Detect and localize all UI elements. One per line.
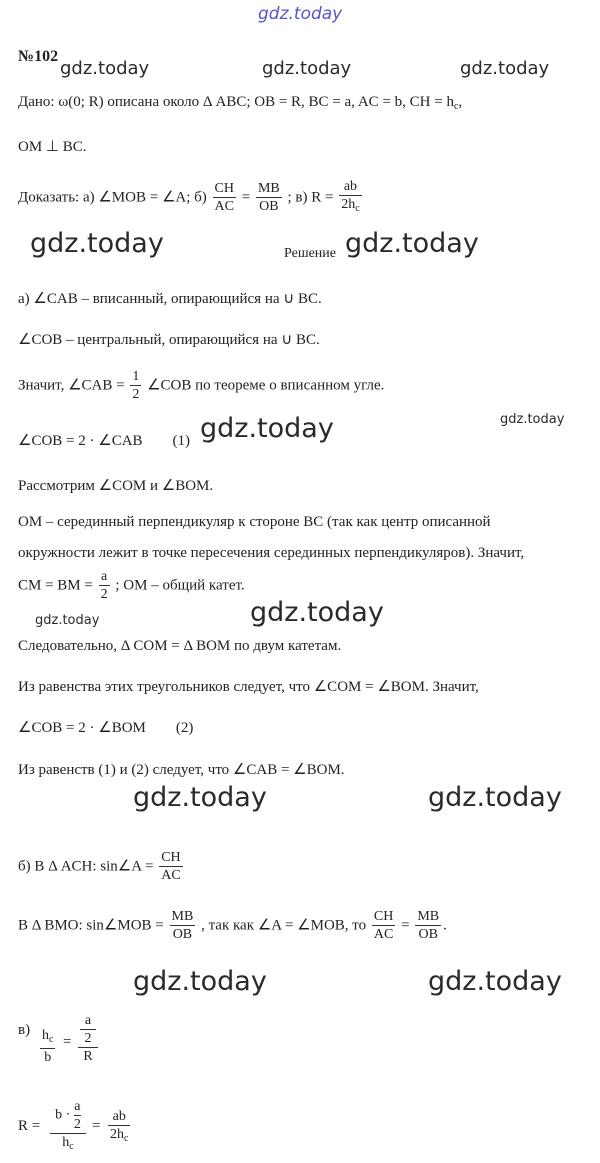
- part-v-label: в): [18, 1022, 31, 1038]
- part-a-line-8: [18, 565, 245, 606]
- equation-tag: (2): [175, 720, 194, 736]
- watermark: gdz.today: [133, 966, 267, 997]
- text: .: [443, 917, 447, 934]
- given-text: Дано: ω(0; R) описана около Δ ABC; OB = R, BC = a, AC = b, CH = h: [18, 94, 454, 110]
- equation-2: ∠COB = 2 · ∠BOM: [18, 720, 146, 736]
- text: Значит, ∠CAB =: [18, 377, 125, 394]
- fraction-mb-ob: $\frac{MB}{OB}$: [171, 909, 194, 943]
- r-fraction: b · $\frac{a}{2}$ $h_c$: [50, 1098, 86, 1155]
- part-b-line-1: [18, 846, 185, 887]
- watermark: gdz.today: [500, 412, 565, 427]
- part-a-line-12: Из равенств (1) и (2) следует, что ∠CAB = ∠BOM.: [18, 762, 345, 778]
- part-a-line-10: Из равенства этих треугольников следует, что ∠COM = ∠BOM. Значит,: [18, 679, 479, 695]
- part-a-line-3: [18, 365, 384, 406]
- equals: =: [92, 1118, 101, 1134]
- watermark-top: gdz.today: [258, 4, 343, 24]
- text: ∠COB по теореме о вписанном угле.: [147, 377, 385, 394]
- prove-prefix: Доказать: а) ∠MOB = ∠A; б): [18, 189, 207, 206]
- part-a-line-11: [18, 718, 193, 738]
- fraction-ch-ac: $\frac{CH}{AC}$: [161, 850, 181, 884]
- watermark: gdz.today: [30, 228, 164, 259]
- text: ; OM – общий катет.: [115, 577, 245, 594]
- watermark: gdz.today: [428, 966, 562, 997]
- fraction-mb-ob: $\frac{MB}{OB}$: [257, 181, 280, 215]
- r-result-fraction: $\frac{ab}{2h_c}$: [110, 1109, 129, 1144]
- given-end: ,: [458, 94, 463, 110]
- prove-part-v: ; в) R =: [287, 189, 334, 206]
- equals: =: [63, 1034, 72, 1050]
- given-subscript: c: [453, 101, 459, 112]
- solution-title: Решение: [284, 246, 337, 261]
- given-line-1: [18, 92, 462, 117]
- watermark: gdz.today: [35, 613, 100, 628]
- watermark: gdz.today: [60, 58, 150, 79]
- part-v-fraction-a2-r: a 2 R: [78, 1012, 98, 1065]
- watermark: gdz.today: [133, 782, 267, 813]
- watermark: gdz.today: [200, 413, 334, 444]
- equals: =: [401, 917, 410, 934]
- text: б) В Δ ACH: sin∠A =: [18, 858, 154, 875]
- part-a-line-1: а) ∠CAB – вписанный, опирающийся на ∪ BC.: [18, 291, 322, 307]
- watermark: gdz.today: [428, 782, 562, 813]
- r-label: R =: [18, 1118, 41, 1134]
- fraction-ab-2hc: $\frac{ab}{2h_c}$: [341, 179, 360, 215]
- watermark: gdz.today: [262, 58, 352, 79]
- part-a-line-2: ∠COB – центральный, опирающийся на ∪ BC.: [18, 332, 320, 348]
- part-a-line-9: Следовательно, Δ COM = Δ BOM по двум катетам.: [18, 638, 342, 654]
- text: , так как ∠A = ∠MOB, то: [201, 917, 367, 934]
- equation-tag: (1): [172, 433, 191, 449]
- fraction-mb-ob: $\frac{MB}{OB}$: [417, 909, 440, 943]
- part-a-line-5: Рассмотрим ∠COM и ∠BOM.: [18, 478, 214, 494]
- part-v-fraction-hc-b: $\frac{h_c}{b}$: [42, 1028, 54, 1065]
- fraction-ch-ac: $\frac{CH}{AC}$: [373, 909, 394, 943]
- text: CM = BM =: [18, 577, 93, 594]
- problem-number: №102: [18, 48, 59, 65]
- watermark: gdz.today: [460, 58, 550, 79]
- fraction-a-2: $\frac{a}{2}$: [100, 569, 108, 603]
- part-a-line-4: [18, 431, 190, 451]
- equation-1: ∠COB = 2 · ∠CAB: [18, 433, 143, 449]
- watermark: gdz.today: [345, 228, 479, 259]
- fraction-ch-ac: $\frac{CH}{AC}$: [214, 181, 234, 215]
- fraction-half: $\frac{1}{2}$: [132, 369, 140, 403]
- part-b-line-2: [18, 905, 447, 946]
- part-a-line-6: OM – серединный перпендикуляр к стороне BC (так как центр описанной: [18, 514, 491, 530]
- equals: =: [241, 189, 251, 206]
- watermark: gdz.today: [250, 597, 384, 628]
- part-a-line-7: окружности лежит в точке пересечения серединных перпендикуляров). Значит,: [18, 545, 525, 561]
- given-line-2: OM ⊥ BC.: [18, 139, 87, 155]
- text: В Δ BMO: sin∠MOB =: [18, 917, 164, 934]
- prove-line: [18, 177, 364, 218]
